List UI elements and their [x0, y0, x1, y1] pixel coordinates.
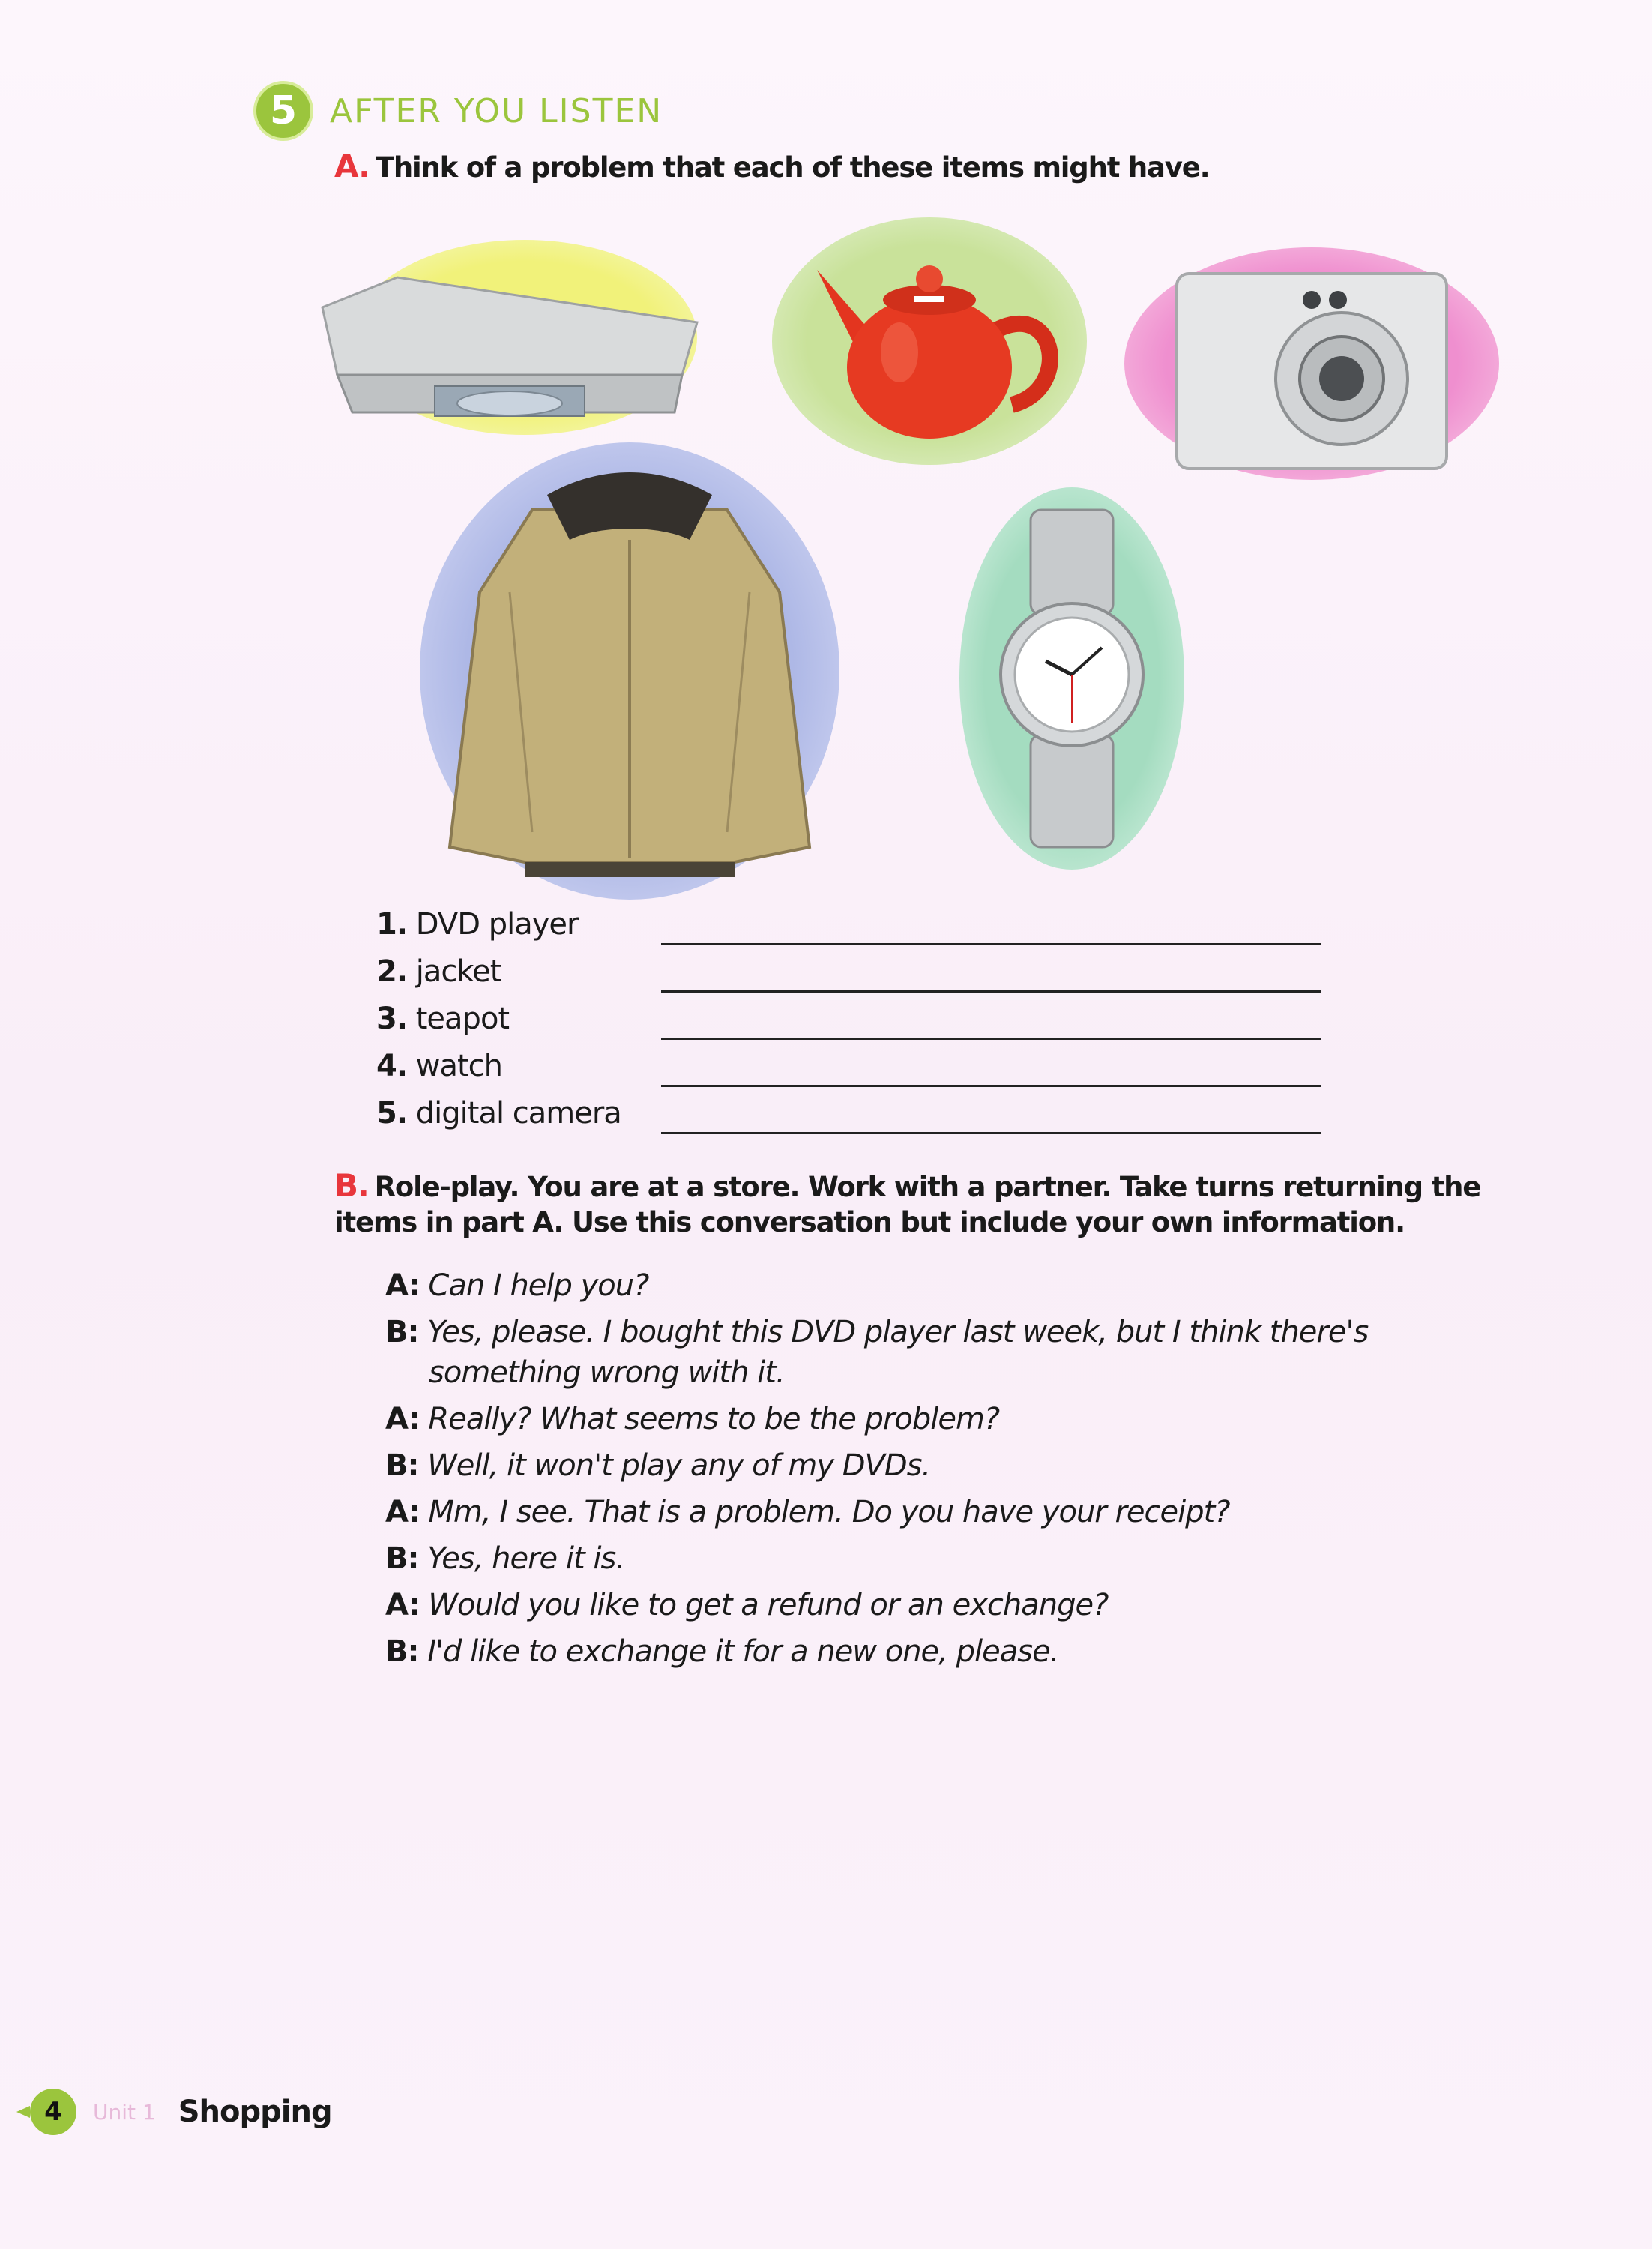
section-number-badge: 5 — [253, 81, 313, 141]
unit-label: Unit 1 — [93, 2099, 156, 2125]
answer-line[interactable] — [661, 1038, 1321, 1040]
conversation-line: A: Mm, I see. That is a problem. Do you have your receipt? — [385, 1495, 1230, 1529]
item-list — [376, 907, 1321, 1143]
teapot-image — [772, 217, 1087, 465]
part-b-text: Role-play. You are at a store. Work with a partner. Take turns returning the items in part A. Use this conversation but include your own information. — [334, 1171, 1481, 1238]
answer-line[interactable] — [661, 990, 1321, 993]
conversation-line: B: I'd like to exchange it for a new one, please. — [385, 1634, 1059, 1669]
watch-image — [959, 487, 1184, 870]
answer-line[interactable] — [661, 943, 1321, 945]
page-number: 4 — [30, 2089, 76, 2135]
part-b-instruction — [334, 1168, 1549, 1240]
part-b-letter: B. — [334, 1167, 369, 1204]
conversation — [385, 1265, 1495, 1678]
list-item: 3. teapot — [376, 1002, 1321, 1049]
page-footer — [16, 2089, 332, 2135]
list-item: 1. DVD player — [376, 907, 1321, 954]
section-header — [253, 81, 663, 141]
page-arrow-icon — [16, 2106, 30, 2118]
section-title: AFTER YOU LISTEN — [330, 91, 663, 130]
list-item: 2. jacket — [376, 954, 1321, 1002]
part-a-instruction — [334, 148, 1209, 185]
part-a-letter: A. — [334, 148, 370, 184]
answer-line[interactable] — [661, 1132, 1321, 1134]
list-item: 4. watch — [376, 1049, 1321, 1096]
list-item: 5. digital camera — [376, 1096, 1321, 1143]
jacket-image — [420, 442, 839, 900]
digital-camera-image — [1124, 247, 1499, 480]
conversation-line: B: Yes, please. I bought this DVD player last week, but I think there's something wrong with it. — [385, 1315, 1369, 1390]
conversation-line: A: Would you like to get a refund or an exchange? — [385, 1588, 1109, 1622]
part-a-text: Think of a problem that each of these items might have. — [375, 151, 1210, 184]
conversation-line: B: Well, it won't play any of my DVDs. — [385, 1448, 931, 1483]
conversation-line: B: Yes, here it is. — [385, 1541, 625, 1576]
conversation-line: A: Really? What seems to be the problem? — [385, 1402, 1000, 1436]
unit-title: Shopping — [178, 2095, 332, 2129]
answer-line[interactable] — [661, 1085, 1321, 1087]
conversation-line: A: Can I help you? — [385, 1268, 649, 1303]
dvd-player-image — [307, 225, 712, 442]
